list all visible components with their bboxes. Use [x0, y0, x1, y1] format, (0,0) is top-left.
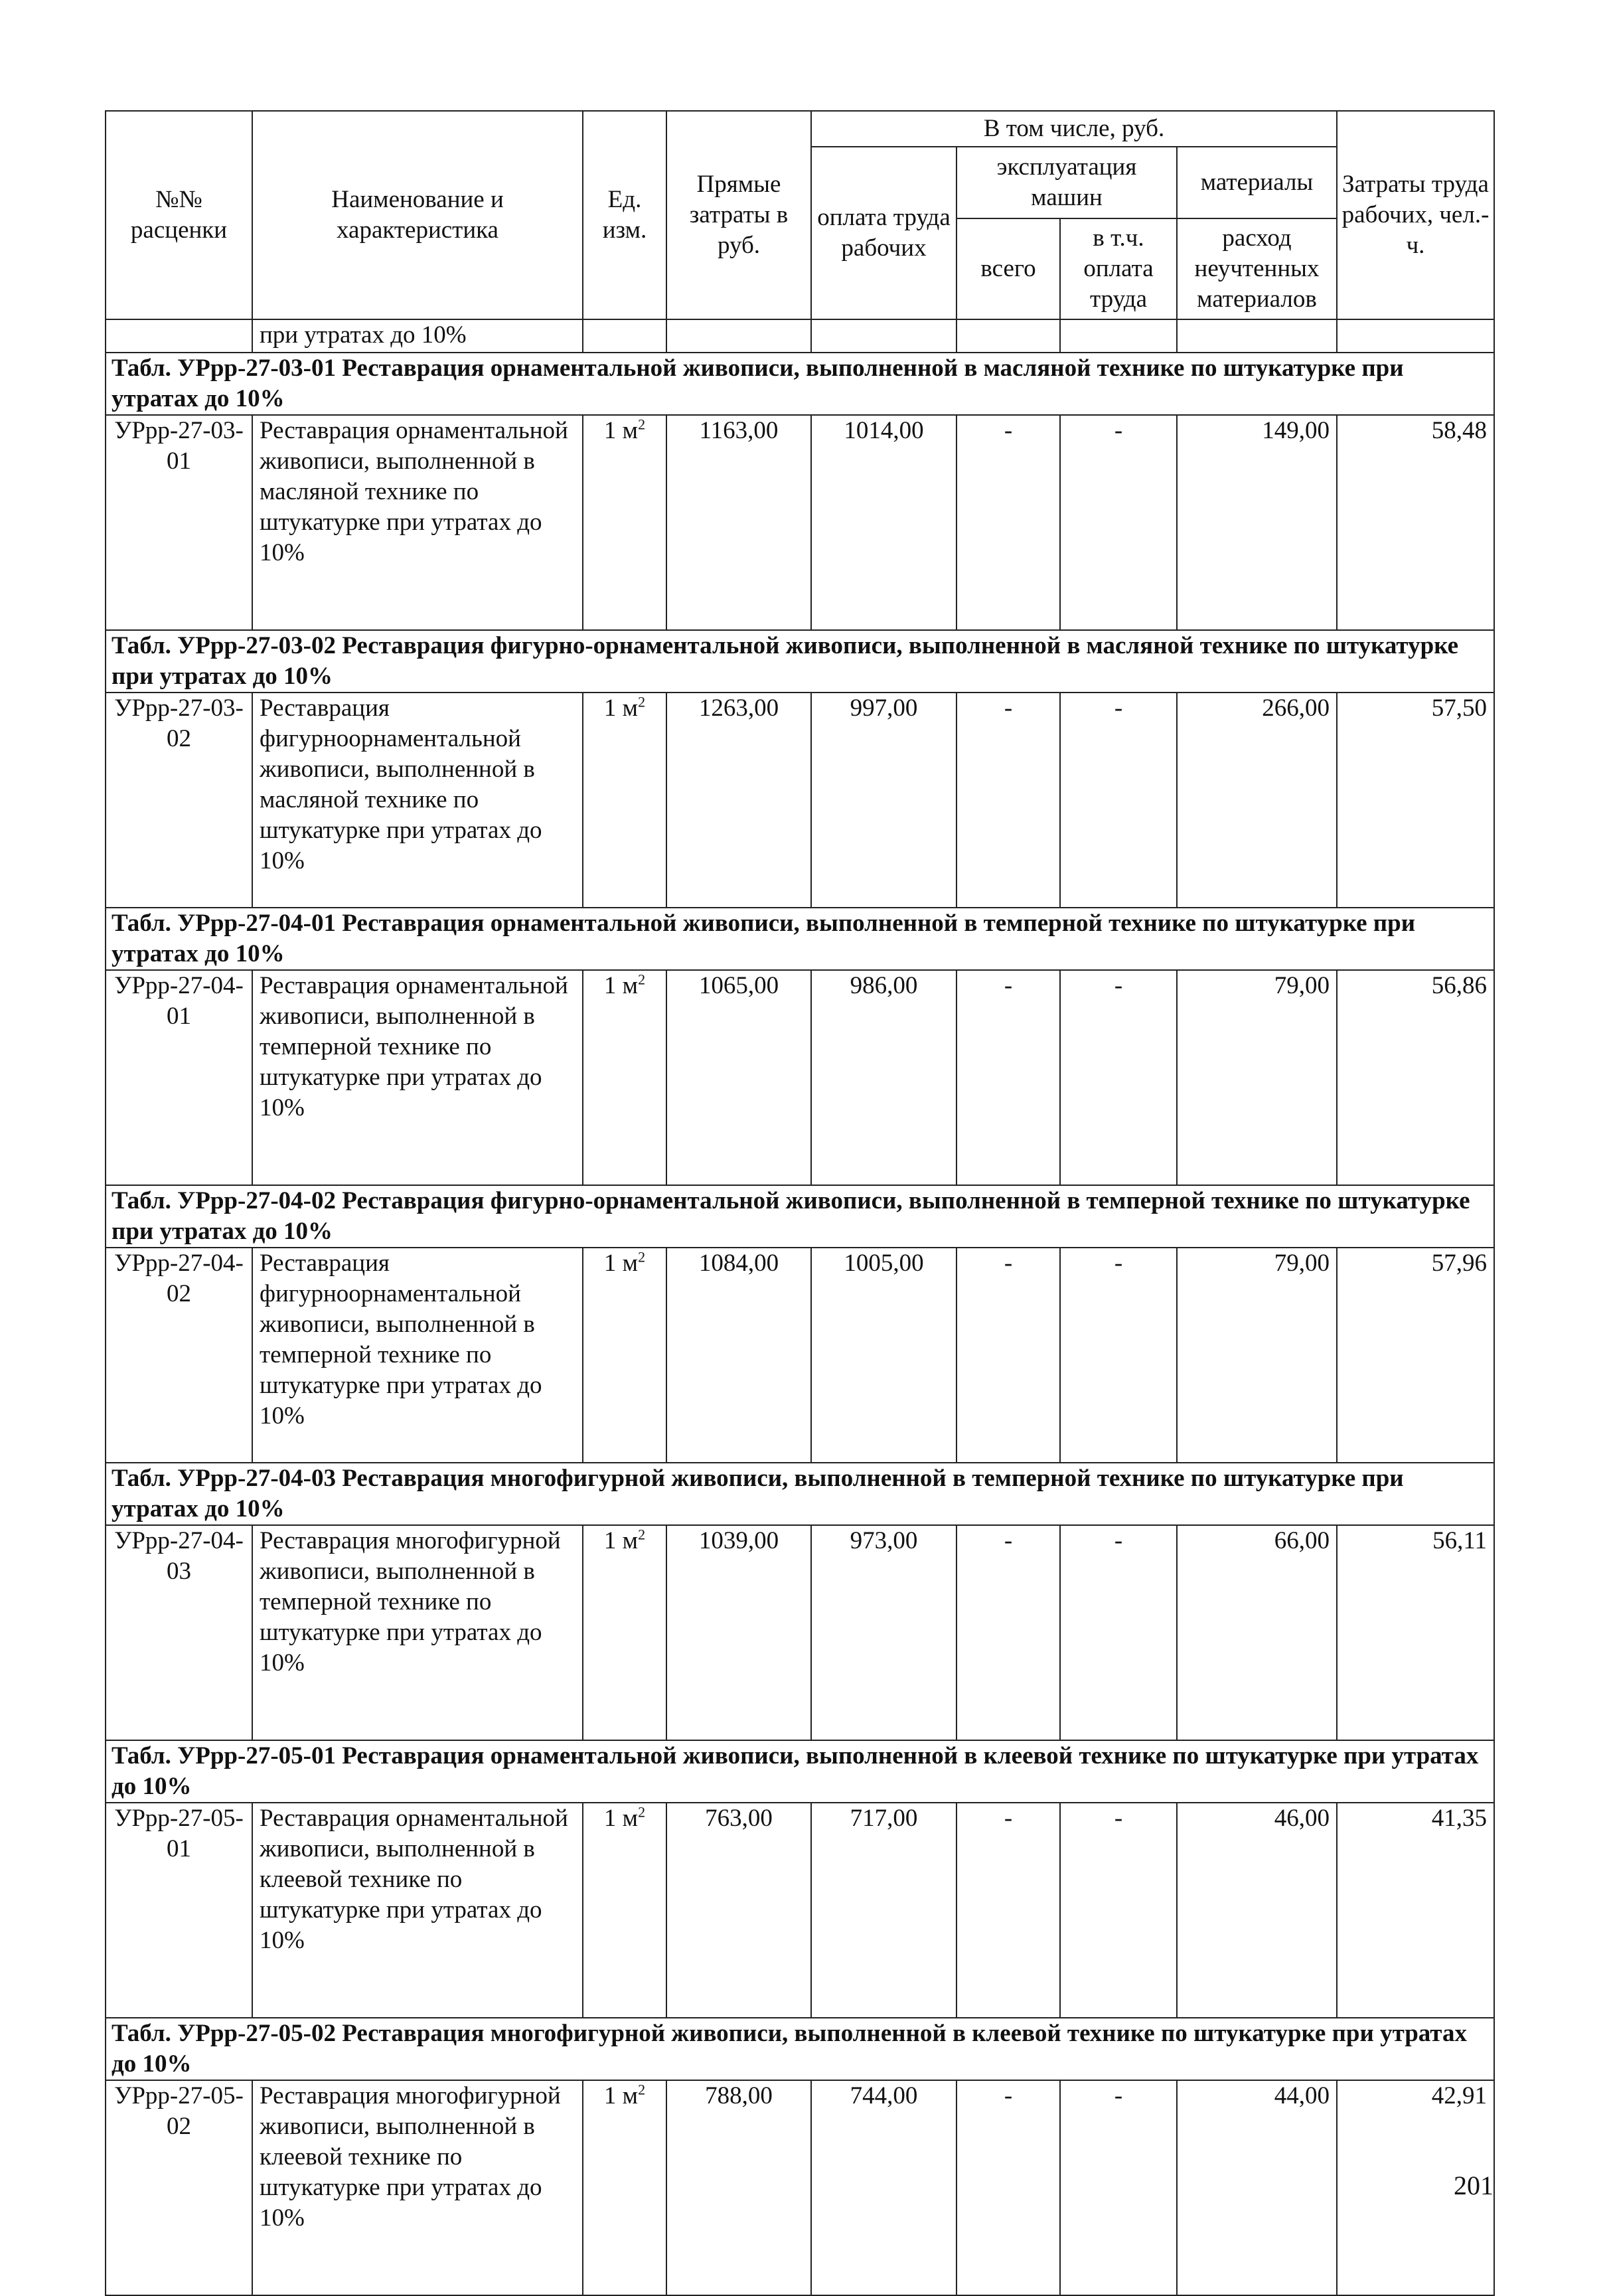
machines-labor-cell: -: [1060, 2080, 1177, 2295]
unit-cell: [583, 970, 666, 1185]
direct-costs-cell: 1084,00: [666, 1248, 811, 1463]
labor-pay-cell: 997,00: [811, 693, 957, 908]
unit-cell: [583, 1525, 666, 1740]
unit-base: 1 м: [603, 1250, 639, 1277]
unit-superscript: 2: [638, 2081, 646, 2098]
labor-pay-cell: 1005,00: [811, 1248, 957, 1463]
section-header-row: [106, 353, 1494, 415]
header-materials: материалы: [1177, 147, 1337, 218]
header-machines-labor: в т.ч. оплата труда: [1060, 218, 1177, 319]
labor-pay-cell: 744,00: [811, 2080, 957, 2295]
unit-superscript: 2: [638, 1526, 646, 1543]
table-row: [106, 693, 1494, 908]
materials-cell: 44,00: [1177, 2080, 1337, 2295]
section-header-row: [106, 630, 1494, 693]
table-row: [106, 1525, 1494, 1740]
direct-costs-cell: 1039,00: [666, 1525, 811, 1740]
unit-superscript: 2: [638, 693, 646, 710]
materials-cell: 149,00: [1177, 415, 1337, 630]
continuation-text: при утратах до 10%: [252, 319, 583, 353]
unit-superscript: 2: [638, 416, 646, 433]
unit-base: 1 м: [603, 972, 639, 999]
direct-costs-cell: 1163,00: [666, 415, 811, 630]
machines-labor-cell: -: [1060, 415, 1177, 630]
header-code: №№ расценки: [106, 111, 252, 319]
table-header: [106, 111, 1494, 319]
unit-superscript: 2: [638, 1803, 646, 1821]
labor-pay-cell: 986,00: [811, 970, 957, 1185]
price-table: [105, 110, 1495, 2296]
header-labor-pay: оплата труда рабочих: [811, 147, 957, 319]
rate-code-cell: УРрр-27-03-02: [106, 693, 252, 908]
header-including: В том числе, руб.: [811, 111, 1337, 147]
unit-cell: [583, 1803, 666, 2018]
materials-cell: 66,00: [1177, 1525, 1337, 1740]
description-cell: Реставрация многофигурной живописи, выполненной в темперной технике по штукатурке при утратах до 10%: [252, 1525, 583, 1740]
labor-hours-cell: 57,96: [1337, 1248, 1494, 1463]
unit-cell: [583, 1248, 666, 1463]
section-header-row: [106, 2018, 1494, 2080]
header-labor-hours: Затраты труда рабочих, чел.-ч.: [1337, 111, 1494, 319]
machines-total-cell: -: [957, 2080, 1060, 2295]
labor-pay-cell: 1014,00: [811, 415, 957, 630]
labor-hours-cell: 41,35: [1337, 1803, 1494, 2018]
description-cell: Реставрация орнаментальной живописи, выполненной в клеевой технике по штукатурке при утратах до 10%: [252, 1803, 583, 2018]
unit-superscript: 2: [638, 1248, 646, 1266]
labor-hours-cell: 58,48: [1337, 415, 1494, 630]
labor-hours-cell: 56,86: [1337, 970, 1494, 1185]
section-title: Табл. УРрр-27-04-02 Реставрация фигурно-орнаментальной живописи, выполненной в темперной технике по штукатурке при утратах до 10%: [106, 1185, 1494, 1248]
rate-code-cell: УРрр-27-03-01: [106, 415, 252, 630]
section-header-row: [106, 1463, 1494, 1525]
section-title: Табл. УРрр-27-05-01 Реставрация орнаментальной живописи, выполненной в клеевой технике по штукатурке при утратах до 10%: [106, 1740, 1494, 1803]
machines-total-cell: -: [957, 970, 1060, 1185]
unit-cell: [583, 415, 666, 630]
rate-code-cell: УРрр-27-04-01: [106, 970, 252, 1185]
machines-labor-cell: -: [1060, 970, 1177, 1185]
machines-total-cell: -: [957, 1525, 1060, 1740]
header-unit: Ед. изм.: [583, 111, 666, 319]
machines-total-cell: -: [957, 693, 1060, 908]
labor-pay-cell: 973,00: [811, 1525, 957, 1740]
table-row: [106, 2080, 1494, 2295]
table-row: [106, 970, 1494, 1185]
materials-cell: 266,00: [1177, 693, 1337, 908]
machines-labor-cell: -: [1060, 1803, 1177, 2018]
section-title: Табл. УРрр-27-03-02 Реставрация фигурно-орнаментальной живописи, выполненной в масляной технике по штукатурке при утратах до 10%: [106, 630, 1494, 693]
direct-costs-cell: 1263,00: [666, 693, 811, 908]
header-machines: эксплуатация машин: [957, 147, 1177, 218]
unit-base: 1 м: [603, 2082, 639, 2109]
unit-cell: [583, 693, 666, 908]
direct-costs-cell: 763,00: [666, 1803, 811, 2018]
description-cell: Реставрация орнаментальной живописи, выполненной в масляной технике по штукатурке при утратах до 10%: [252, 415, 583, 630]
machines-total-cell: -: [957, 415, 1060, 630]
rate-code-cell: УРрр-27-04-03: [106, 1525, 252, 1740]
description-cell: Реставрация многофигурной живописи, выполненной в клеевой технике по штукатурке при утратах до 10%: [252, 2080, 583, 2295]
machines-labor-cell: -: [1060, 693, 1177, 908]
materials-cell: 46,00: [1177, 1803, 1337, 2018]
description-cell: Реставрация фигурноорнаментальной живописи, выполненной в темперной технике по штукатурке при утратах до 10%: [252, 1248, 583, 1463]
unit-cell: [583, 2080, 666, 2295]
unit-base: 1 м: [603, 695, 639, 722]
labor-hours-cell: 57,50: [1337, 693, 1494, 908]
page-number: 201: [1454, 2171, 1493, 2200]
description-cell: Реставрация орнаментальной живописи, выполненной в темперной технике по штукатурке при утратах до 10%: [252, 970, 583, 1185]
header-name: Наименование и характеристика: [252, 111, 583, 319]
machines-total-cell: -: [957, 1803, 1060, 2018]
table-row: [106, 1248, 1494, 1463]
unit-base: 1 м: [603, 1805, 639, 1832]
table-row: [106, 1803, 1494, 2018]
continuation-row: [106, 319, 1494, 353]
machines-labor-cell: -: [1060, 1525, 1177, 1740]
machines-total-cell: -: [957, 1248, 1060, 1463]
section-title: Табл. УРрр-27-05-02 Реставрация многофигурной живописи, выполненной в клеевой технике по штукатурке при утратах до 10%: [106, 2018, 1494, 2080]
labor-hours-cell: 56,11: [1337, 1525, 1494, 1740]
section-header-row: [106, 908, 1494, 970]
labor-pay-cell: 717,00: [811, 1803, 957, 2018]
description-cell: Реставрация фигурноорнаментальной живописи, выполненной в масляной технике по штукатурке при утратах до 10%: [252, 693, 583, 908]
machines-labor-cell: -: [1060, 1248, 1177, 1463]
table-body: [106, 319, 1494, 2295]
labor-hours-cell: 42,91: [1337, 2080, 1494, 2295]
rate-code-cell: УРрр-27-05-01: [106, 1803, 252, 2018]
section-title: Табл. УРрр-27-03-01 Реставрация орнаментальной живописи, выполненной в масляной технике по штукатурке при утратах до 10%: [106, 353, 1494, 415]
unit-base: 1 м: [603, 1527, 639, 1554]
rate-code-cell: УРрр-27-04-02: [106, 1248, 252, 1463]
unit-superscript: 2: [638, 971, 646, 988]
materials-cell: 79,00: [1177, 970, 1337, 1185]
direct-costs-cell: 1065,00: [666, 970, 811, 1185]
section-header-row: [106, 1740, 1494, 1803]
materials-cell: 79,00: [1177, 1248, 1337, 1463]
rate-code-cell: УРрр-27-05-02: [106, 2080, 252, 2295]
header-machines-total: всего: [957, 218, 1060, 319]
unit-base: 1 м: [603, 417, 639, 444]
section-header-row: [106, 1185, 1494, 1248]
direct-costs-cell: 788,00: [666, 2080, 811, 2295]
header-materials-sub: расход неучтенных материалов: [1177, 218, 1337, 319]
section-title: Табл. УРрр-27-04-03 Реставрация многофигурной живописи, выполненной в темперной технике по штукатурке при утратах до 10%: [106, 1463, 1494, 1525]
table-row: [106, 415, 1494, 630]
section-title: Табл. УРрр-27-04-01 Реставрация орнаментальной живописи, выполненной в темперной технике по штукатурке при утратах до 10%: [106, 908, 1494, 970]
header-direct-costs: Прямые затраты в руб.: [666, 111, 811, 319]
